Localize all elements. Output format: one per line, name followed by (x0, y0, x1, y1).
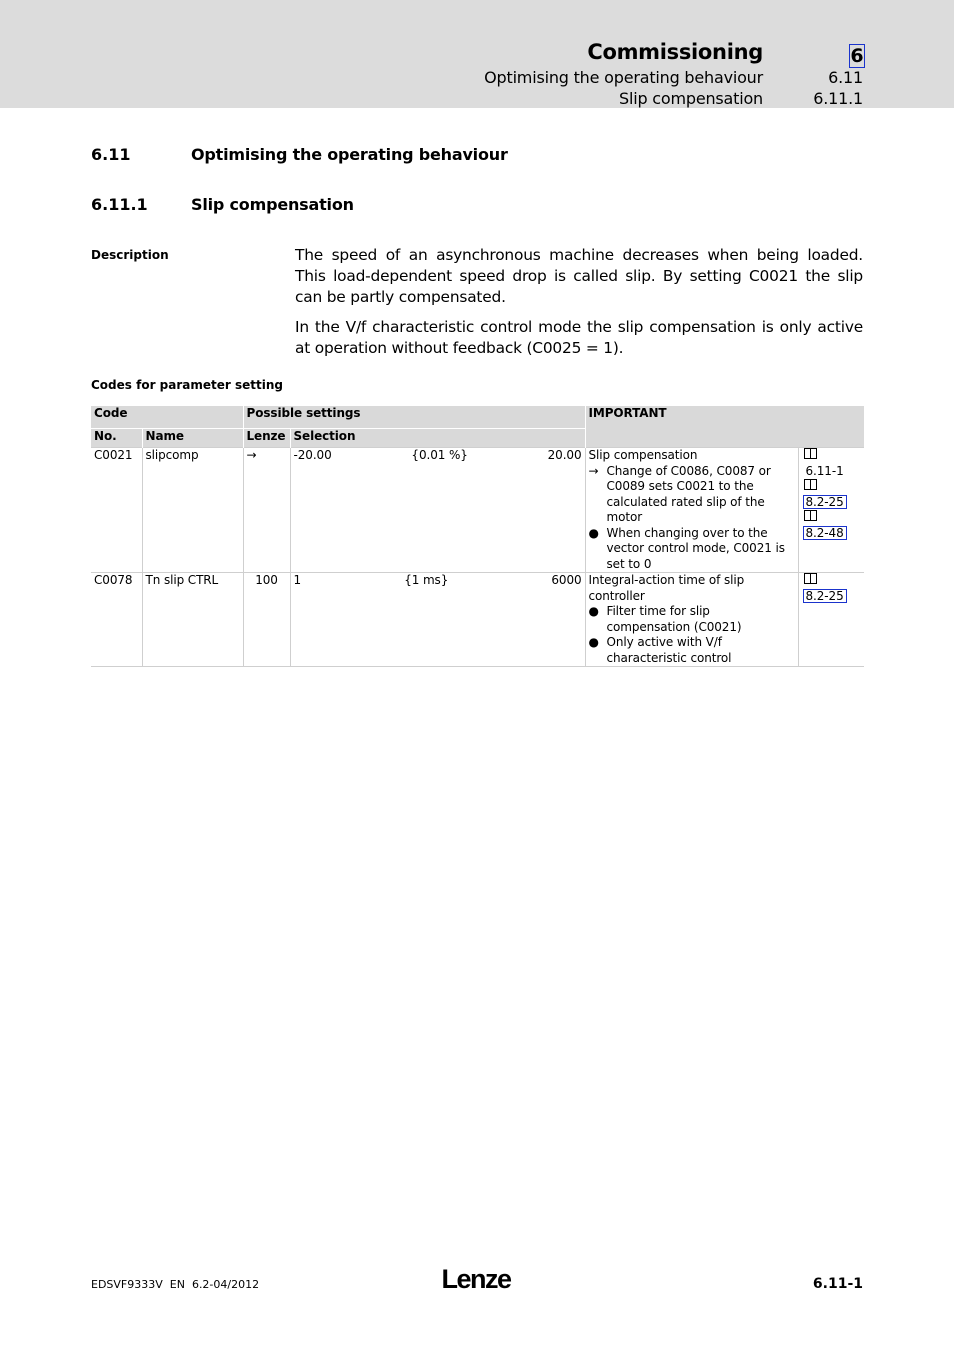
reference-cell (798, 448, 864, 573)
chapter-number-link[interactable]: 6 (850, 45, 864, 67)
document-id: EDSVF9333V EN 6.2-04/2012 (91, 1278, 260, 1291)
page-number: 6.11-1 (812, 1276, 863, 1292)
selection-min: -20.00 (293, 448, 332, 462)
reference-text: 6.11-1 (805, 463, 844, 478)
list-item: ● When changing over to the vector control mode, C0021 is set to 0 (588, 525, 785, 571)
selection-cell (290, 448, 585, 573)
codes-table (91, 406, 864, 667)
chapter-title: Commissioning (587, 40, 763, 64)
list-item: ● Only active with V/f characteristic control (588, 635, 732, 665)
bullet-marker: ● (588, 525, 599, 540)
header-name: Name (142, 429, 243, 448)
book-icon (804, 573, 817, 584)
selection-max: 6000 (551, 573, 582, 587)
arrow-marker: → (588, 463, 599, 478)
svg-text:Lenze: Lenze (441, 1264, 511, 1294)
description-paragraph-1: The speed of an asynchronous machine decreases when being loaded. This load-dependent speed drop is called slip. By setting C0021 the slip can be partly compensated. (295, 246, 863, 306)
code-no: C0078 (91, 573, 142, 667)
header-possible-settings: Possible settings (243, 406, 585, 429)
description-label: Description (91, 248, 169, 262)
reference-link[interactable]: 8.2-25 (803, 495, 847, 509)
selection-step: {0.01 %} (411, 448, 468, 462)
table-row (91, 448, 864, 573)
bullet-marker: ● (588, 604, 599, 618)
section-title: Optimising the operating behaviour (484, 68, 763, 87)
heading-2-number: 6.11.1 (91, 195, 148, 214)
selection-step: {1 ms} (404, 573, 449, 587)
header-code: Code (91, 406, 243, 429)
header-lenze: Lenze (243, 429, 290, 448)
selection-cell (290, 573, 585, 667)
table-row (91, 573, 864, 667)
code-name: Tn slip CTRL (142, 573, 243, 667)
code-no: C0021 (91, 448, 142, 573)
codes-label: Codes for parameter setting (91, 378, 283, 392)
section-number: 6.11 (828, 68, 863, 87)
header-no: No. (91, 429, 142, 448)
heading-1-text: Optimising the operating behaviour (191, 145, 508, 164)
heading-1-number: 6.11 (91, 145, 131, 164)
list-item: → Change of C0086, C0087 or C0089 sets C0021 to the calculated rated slip of the motor (588, 463, 771, 524)
book-icon (804, 510, 817, 521)
reference-link[interactable]: 8.2-48 (803, 526, 847, 540)
header-band (0, 0, 954, 108)
selection-max: 20.00 (547, 448, 582, 462)
important-cell (585, 573, 798, 667)
book-icon (804, 448, 817, 459)
lenze-setting: 100 (243, 573, 290, 667)
book-icon (804, 479, 817, 490)
header-selection: Selection (290, 429, 585, 448)
bullet-marker: ● (588, 635, 599, 649)
list-item: ● Filter time for slip compensation (C0021) (588, 604, 742, 634)
subsection-number: 6.11.1 (813, 89, 863, 108)
reference-link[interactable]: 8.2-25 (803, 589, 847, 603)
reference-cell (798, 573, 864, 667)
lenze-logo (436, 1264, 516, 1294)
lenze-setting: → (243, 448, 290, 573)
important-cell (585, 448, 798, 573)
important-title: Slip compensation (588, 448, 698, 462)
subsection-title: Slip compensation (619, 89, 763, 108)
code-name: slipcomp (142, 448, 243, 573)
description-paragraph-2: In the V/f characteristic control mode the slip compensation is only active at operation without feedback (C0025 = 1). (295, 318, 863, 357)
selection-min: 1 (293, 573, 302, 587)
heading-2-text: Slip compensation (191, 195, 354, 214)
header-important: IMPORTANT (585, 406, 864, 448)
important-title: Integral-action time of slip controller (588, 573, 745, 603)
